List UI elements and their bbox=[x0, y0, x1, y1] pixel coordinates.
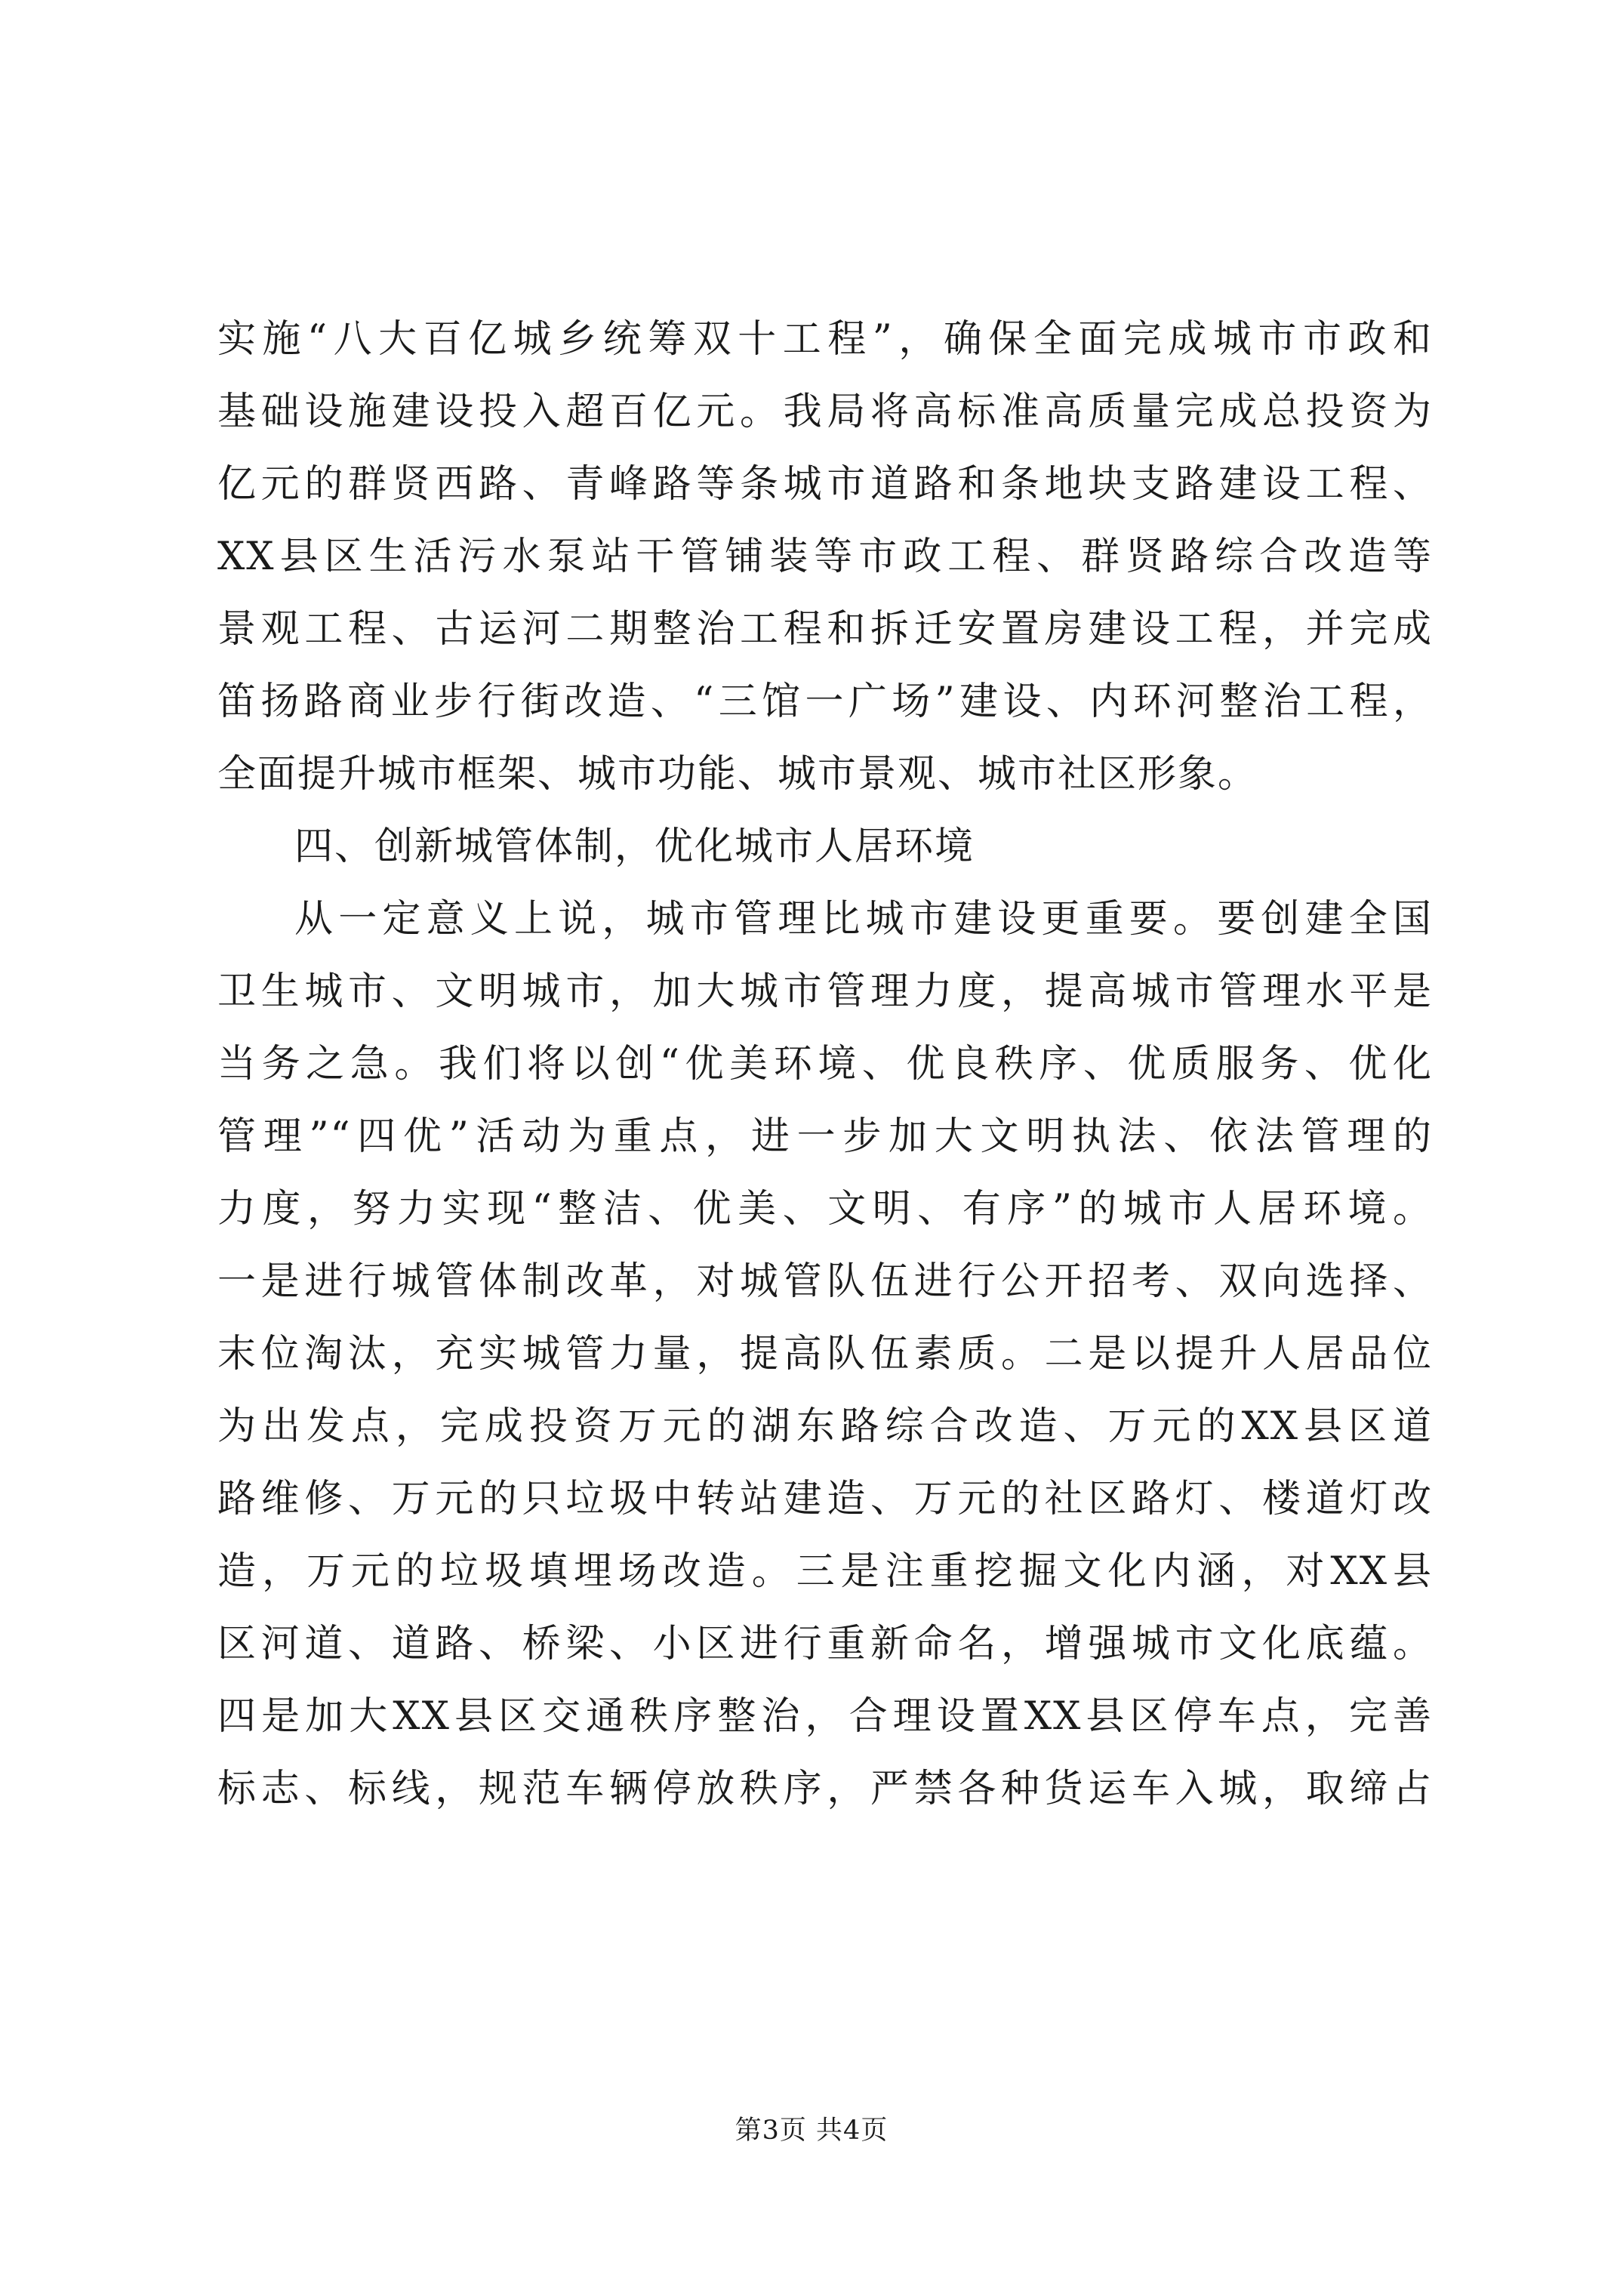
text-line: 一是进行城管体制改革，对城管队伍进行公开招考、双向选择、 bbox=[217, 1259, 1433, 1304]
text-line: 路维修、万元的只垃圾中转站建造、万元的社区路灯、楼道灯改 bbox=[217, 1477, 1433, 1521]
body-text bbox=[217, 304, 1433, 1826]
text-line: 景观工程、古运河二期整治工程和拆迁安置房建设工程，并完成 bbox=[217, 607, 1433, 652]
text-line: 当务之急。我们将以创“优美环境、优良秩序、优质服务、优化 bbox=[217, 1042, 1433, 1086]
text-line: 基础设施建设投入超百亿元。我局将高标准高质量完成总投资为 bbox=[217, 390, 1433, 434]
text-line: 笛扬路商业步行街改造、“三馆一广场”建设、内环河整治工程， bbox=[217, 680, 1433, 724]
text-line: 全面提升城市框架、城市功能、城市景观、城市社区形象。 bbox=[217, 752, 1258, 797]
text-line: 亿元的群贤西路、青峰路等条城市道路和条地块支路建设工程、 bbox=[217, 462, 1433, 507]
text-line: 末位淘汰，充实城管力量，提高队伍素质。二是以提升人居品位 bbox=[217, 1332, 1433, 1376]
text-line: 造，万元的垃圾填埋场改造。三是注重挖掘文化内涵，对XX县 bbox=[217, 1549, 1433, 1594]
text-line: 力度，努力实现“整洁、优美、文明、有序”的城市人居环境。 bbox=[217, 1187, 1433, 1231]
text-line: 区河道、道路、桥梁、小区进行重新命名，增强城市文化底蕴。 bbox=[217, 1622, 1433, 1666]
text-line: 管理”“四优”活动为重点，进一步加大文明执法、依法管理的 bbox=[217, 1114, 1433, 1159]
text-line: 卫生城市、文明城市，加大城市管理力度，提高城市管理水平是 bbox=[217, 969, 1433, 1014]
text-line: 从一定意义上说，城市管理比城市建设更重要。要创建全国 bbox=[294, 897, 1433, 942]
page-number-footer: 第3页 共4页 bbox=[735, 2116, 888, 2146]
text-line: 标志、标线，规范车辆停放秩序，严禁各种货运车入城，取缔占 bbox=[217, 1767, 1433, 1811]
section-heading: 四、创新城管体制，优化城市人居环境 bbox=[294, 824, 975, 869]
text-line: 实施“八大百亿城乡统筹双十工程”，确保全面完成城市市政和 bbox=[217, 317, 1433, 362]
text-line: XX县区生活污水泵站干管铺装等市政工程、群贤路综合改造等 bbox=[217, 535, 1433, 579]
text-line: 四是加大XX县区交通秩序整治，合理设置XX县区停车点，完善 bbox=[217, 1694, 1433, 1739]
text-line: 为出发点，完成投资万元的湖东路综合改造、万元的XX县区道 bbox=[217, 1404, 1433, 1449]
